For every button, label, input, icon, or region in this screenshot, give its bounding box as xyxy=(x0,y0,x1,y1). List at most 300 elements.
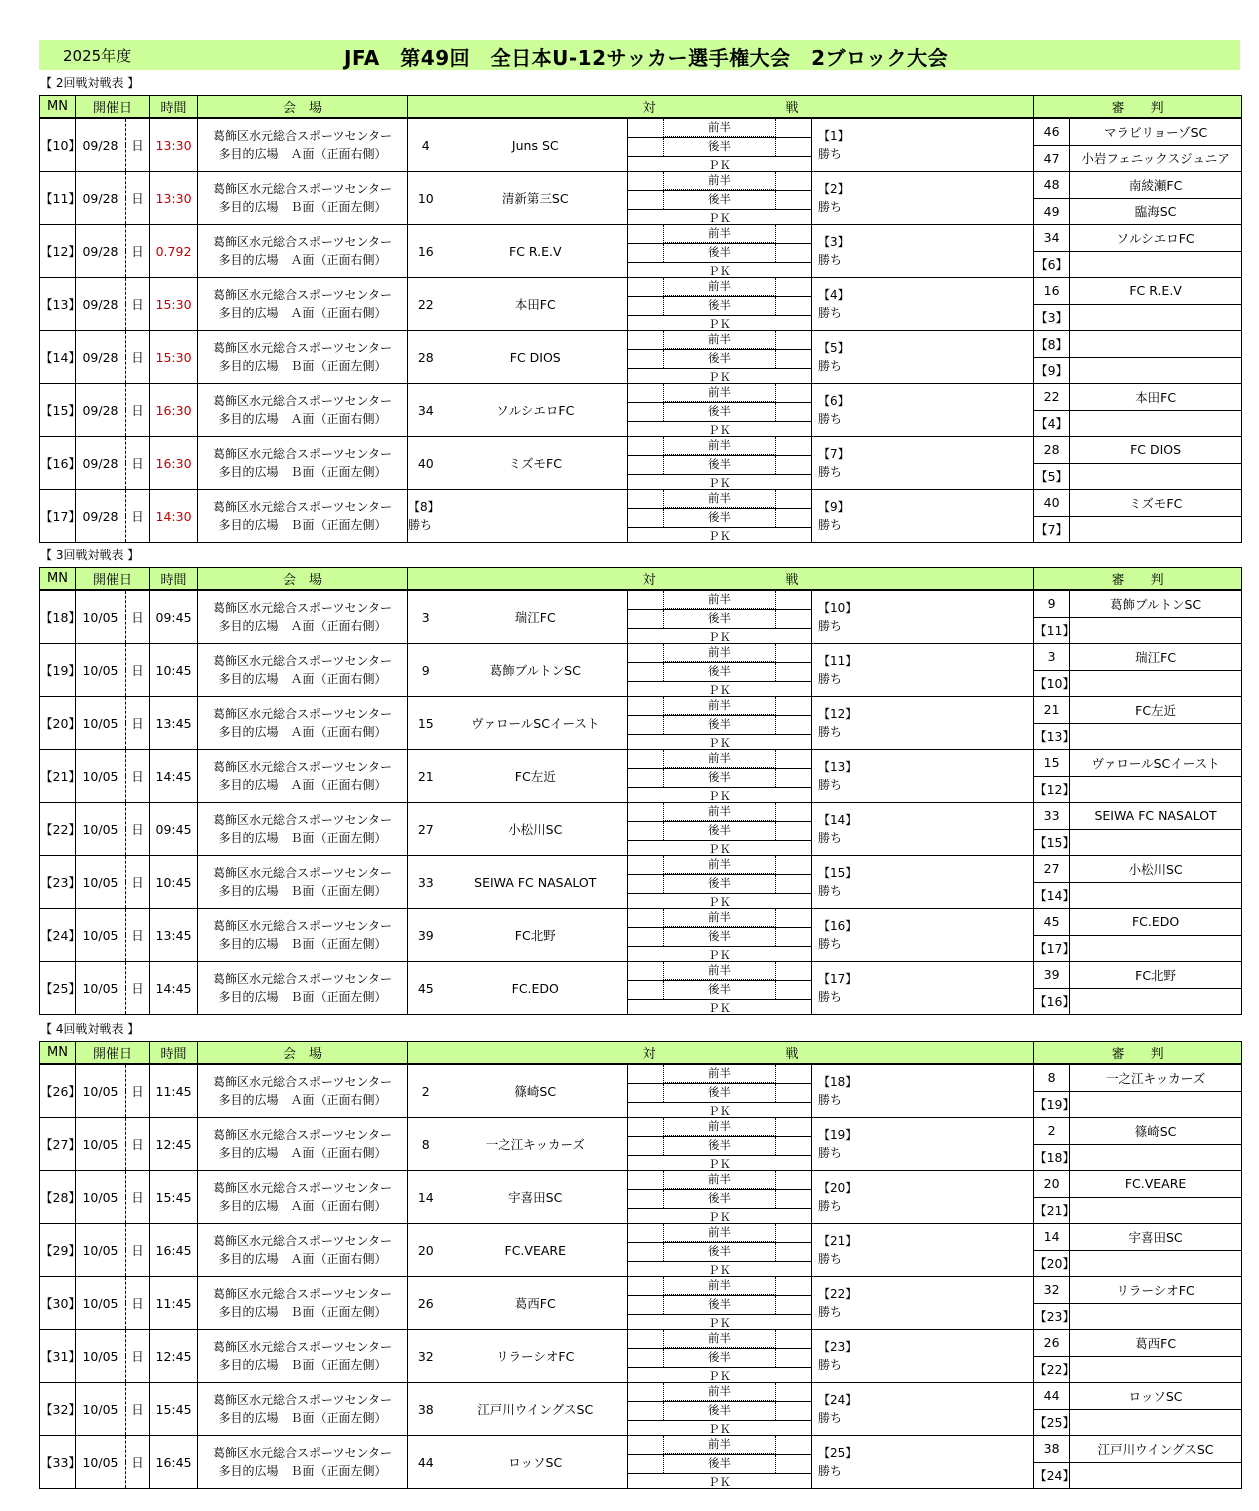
score-box xyxy=(628,909,812,962)
home-team-name: 瑞江FC xyxy=(444,590,628,644)
second-half-label: 後半 xyxy=(663,875,776,893)
table-row xyxy=(40,803,1242,830)
match-date: 09/28 xyxy=(76,384,126,437)
match-time: 13:45 xyxy=(150,697,198,750)
match-number: 【10】 xyxy=(40,118,76,172)
second-half-label: 後半 xyxy=(663,509,776,527)
home-team-name: 一之江キッカーズ xyxy=(444,1118,628,1171)
score-box xyxy=(628,697,812,750)
referee1-number: 44 xyxy=(1034,1383,1070,1410)
referee1-team: FC北野 xyxy=(1070,962,1242,989)
score-box xyxy=(628,172,812,225)
away-team-name xyxy=(848,384,1034,437)
match-date: 10/05 xyxy=(76,1118,126,1171)
pk-label: ＰＫ xyxy=(708,1210,732,1224)
match-time: 15:30 xyxy=(150,331,198,384)
home-team-number: 21 xyxy=(408,750,444,803)
home-team-name: FC北野 xyxy=(444,909,628,962)
referee2-number: 【16】 xyxy=(1034,988,1070,1015)
venue-name: 葛飾区水元総合スポーツセンター xyxy=(212,813,393,827)
away-bracket-cell xyxy=(812,644,858,697)
referee2-number: 【14】 xyxy=(1034,882,1070,909)
match-weekday: 日 xyxy=(126,590,150,644)
venue-name: 葛飾区水元総合スポーツセンター xyxy=(212,760,393,774)
referee1-number: 15 xyxy=(1034,750,1070,777)
match-date: 09/28 xyxy=(76,172,126,225)
home-team-name: 小松川SC xyxy=(444,803,628,856)
referee1-number: 8 xyxy=(1034,1064,1070,1091)
referee1-number: 33 xyxy=(1034,803,1070,830)
venue-cell xyxy=(198,331,408,384)
home-team-number: 20 xyxy=(408,1224,444,1277)
venue-field: 多目的広場 Ｂ面（正面左側） xyxy=(218,465,387,479)
venue-cell xyxy=(198,1171,408,1224)
table-row xyxy=(40,697,1242,724)
venue-field: 多目的広場 Ａ面（正面右側） xyxy=(218,778,387,792)
match-time: 09:45 xyxy=(150,803,198,856)
home-team-name: ロッソSC xyxy=(444,1436,628,1489)
match-weekday: 日 xyxy=(126,1224,150,1277)
away-win-label: 勝ち xyxy=(818,359,843,373)
match-date: 09/28 xyxy=(76,118,126,172)
first-half-label: 前半 xyxy=(663,1224,776,1242)
second-half-label: 後半 xyxy=(663,769,776,787)
match-number: 【30】 xyxy=(40,1277,76,1330)
away-team-name xyxy=(848,909,1034,962)
first-half-label: 前半 xyxy=(663,1065,776,1083)
referee2-team xyxy=(1070,617,1242,644)
venue-cell xyxy=(198,750,408,803)
referee2-team xyxy=(1070,304,1242,331)
home-team-number: 16 xyxy=(408,225,444,278)
second-half-label: 後半 xyxy=(663,1084,776,1102)
first-half-label: 前半 xyxy=(663,172,776,190)
away-bracket-ref: 【23】 xyxy=(818,1340,858,1354)
away-bracket-cell xyxy=(812,1224,858,1277)
match-date: 10/05 xyxy=(76,909,126,962)
pk-label: ＰＫ xyxy=(708,423,732,437)
score-box xyxy=(628,1171,812,1224)
away-team-name xyxy=(848,118,1034,172)
table-row xyxy=(40,644,1242,671)
venue-field: 多目的広場 Ａ面（正面右側） xyxy=(218,672,387,686)
away-bracket-ref: 【12】 xyxy=(818,707,858,721)
venue-cell xyxy=(198,856,408,909)
referee2-team xyxy=(1070,776,1242,803)
header-time: 時間 xyxy=(150,1042,198,1065)
referee1-number: 16 xyxy=(1034,278,1070,305)
away-bracket-cell xyxy=(812,278,848,331)
referee1-team: 瑞江FC xyxy=(1070,644,1242,671)
home-team-name: ソルシエロFC xyxy=(444,384,628,437)
first-half-label: 前半 xyxy=(663,1436,776,1454)
first-half-label: 前半 xyxy=(663,1383,776,1401)
away-bracket-ref: 【24】 xyxy=(818,1393,858,1407)
referee1-number: 48 xyxy=(1034,172,1070,199)
away-bracket-ref: 【9】 xyxy=(818,500,850,514)
referee1-team: 南綾瀬FC xyxy=(1070,172,1242,199)
referee1-team: FC DIOS xyxy=(1070,437,1242,464)
home-team-name: 清新第三SC xyxy=(444,172,628,225)
away-bracket-cell xyxy=(812,384,848,437)
away-team-name xyxy=(848,225,1034,278)
venue-field: 多目的広場 Ｂ面（正面左側） xyxy=(218,937,387,951)
referee1-number: 【8】 xyxy=(1034,331,1070,358)
second-half-label: 後半 xyxy=(663,716,776,734)
referee2-number: 【7】 xyxy=(1034,516,1070,543)
match-time: 12:45 xyxy=(150,1330,198,1383)
referee1-team: ヴァロールSCイースト xyxy=(1070,750,1242,777)
venue-field: 多目的広場 Ｂ面（正面左側） xyxy=(218,359,387,373)
away-win-label: 勝ち xyxy=(818,1358,843,1372)
referee1-team: FC R.E.V xyxy=(1070,278,1242,305)
away-win-label: 勝ち xyxy=(818,990,843,1004)
away-team-name xyxy=(848,331,1034,384)
venue-cell xyxy=(198,803,408,856)
table-row xyxy=(40,962,1242,989)
venue-name: 葛飾区水元総合スポーツセンター xyxy=(212,288,393,302)
referee1-number: 38 xyxy=(1034,1436,1070,1463)
table-row xyxy=(40,1436,1242,1463)
home-team-name: 篠崎SC xyxy=(444,1064,628,1118)
away-bracket-ref: 【13】 xyxy=(818,760,858,774)
header-mn: MN xyxy=(40,568,76,591)
first-half-label: 前半 xyxy=(663,225,776,243)
match-number: 【31】 xyxy=(40,1330,76,1383)
venue-name: 葛飾区水元総合スポーツセンター xyxy=(212,654,393,668)
table-row xyxy=(40,118,1242,145)
match-date: 09/28 xyxy=(76,278,126,331)
referee2-team xyxy=(1070,935,1242,962)
table-row xyxy=(40,1171,1242,1198)
venue-field: 多目的広場 Ｂ面（正面左側） xyxy=(218,1411,387,1425)
header-referee: 審 判 xyxy=(1034,568,1242,591)
match-number: 【16】 xyxy=(40,437,76,490)
away-bracket-ref: 【19】 xyxy=(818,1128,858,1142)
away-team-name xyxy=(848,1436,1034,1489)
pk-label: ＰＫ xyxy=(708,476,732,490)
away-bracket-ref: 【3】 xyxy=(818,235,850,249)
away-bracket-cell xyxy=(812,909,858,962)
match-number: 【13】 xyxy=(40,278,76,331)
away-bracket-cell xyxy=(812,118,848,172)
away-bracket-cell xyxy=(812,490,848,543)
match-number: 【29】 xyxy=(40,1224,76,1277)
referee2-team xyxy=(1070,882,1242,909)
venue-cell xyxy=(198,644,408,697)
away-team-name xyxy=(848,590,1034,644)
venue-cell xyxy=(198,437,408,490)
home-team-name: FC DIOS xyxy=(444,331,628,384)
home-team-number: 26 xyxy=(408,1277,444,1330)
away-bracket-cell xyxy=(812,437,848,490)
score-box xyxy=(628,1118,812,1171)
score-box xyxy=(628,1064,812,1118)
header-date: 開催日 xyxy=(76,568,150,591)
away-win-label: 勝ち xyxy=(818,412,843,426)
second-half-label: 後半 xyxy=(663,1349,776,1367)
match-time: 12:45 xyxy=(150,1118,198,1171)
referee1-number: 21 xyxy=(1034,697,1070,724)
pk-label: ＰＫ xyxy=(708,1316,732,1330)
match-date: 10/05 xyxy=(76,803,126,856)
match-date: 10/05 xyxy=(76,856,126,909)
second-half-label: 後半 xyxy=(663,663,776,681)
venue-field: 多目的広場 Ａ面（正面右側） xyxy=(218,1093,387,1107)
venue-name: 葛飾区水元総合スポーツセンター xyxy=(212,1234,393,1248)
match-time: 16:30 xyxy=(150,384,198,437)
match-date: 10/05 xyxy=(76,750,126,803)
pk-label: ＰＫ xyxy=(708,317,732,331)
match-date: 09/28 xyxy=(76,490,126,543)
table-row xyxy=(40,750,1242,777)
pk-label: ＰＫ xyxy=(708,1475,732,1489)
referee1-number: 22 xyxy=(1034,384,1070,411)
referee1-team: 本田FC xyxy=(1070,384,1242,411)
pk-label: ＰＫ xyxy=(708,842,732,856)
venue-field: 多目的広場 Ｂ面（正面左側） xyxy=(218,1358,387,1372)
referee1-team: ソルシエロFC xyxy=(1070,225,1242,252)
schedule-table xyxy=(39,1041,1242,1489)
match-number: 【23】 xyxy=(40,856,76,909)
home-team-name: FC R.E.V xyxy=(444,225,628,278)
referee2-number: 【17】 xyxy=(1034,935,1070,962)
away-team-name xyxy=(848,172,1034,225)
referee1-number: 2 xyxy=(1034,1118,1070,1145)
away-win-label: 勝ち xyxy=(818,937,843,951)
match-weekday: 日 xyxy=(126,384,150,437)
venue-name: 葛飾区水元総合スポーツセンター xyxy=(212,235,393,249)
venue-name: 葛飾区水元総合スポーツセンター xyxy=(212,866,393,880)
header-date: 開催日 xyxy=(76,96,150,119)
referee1-number: 34 xyxy=(1034,225,1070,252)
second-half-label: 後半 xyxy=(663,244,776,262)
first-half-label: 前半 xyxy=(663,384,776,402)
home-bracket-ref: 【8】 xyxy=(408,500,440,514)
referee1-team: SEIWA FC NASALOT xyxy=(1070,803,1242,830)
match-weekday: 日 xyxy=(126,490,150,543)
referee1-number: 32 xyxy=(1034,1277,1070,1304)
away-team-name xyxy=(848,437,1034,490)
first-half-label: 前半 xyxy=(663,962,776,980)
referee1-team: ミズモFC xyxy=(1070,490,1242,517)
match-time: 10:45 xyxy=(150,644,198,697)
match-time: 13:30 xyxy=(150,118,198,172)
referee2-team xyxy=(1070,988,1242,1015)
match-time: 13:30 xyxy=(150,172,198,225)
home-bracket-cell xyxy=(408,490,444,543)
match-date: 09/28 xyxy=(76,437,126,490)
score-box xyxy=(628,590,812,644)
match-number: 【27】 xyxy=(40,1118,76,1171)
away-bracket-cell xyxy=(812,590,858,644)
header-referee: 審 判 xyxy=(1034,1042,1242,1065)
pk-label: ＰＫ xyxy=(708,948,732,962)
referee2-team xyxy=(1070,1197,1242,1224)
home-team-number: 15 xyxy=(408,697,444,750)
table-row xyxy=(40,1383,1242,1410)
venue-field: 多目的広場 Ａ面（正面右側） xyxy=(218,1199,387,1213)
header-date: 開催日 xyxy=(76,1042,150,1065)
table-row xyxy=(40,490,1242,517)
score-box xyxy=(628,331,812,384)
referee2-number: 【15】 xyxy=(1034,829,1070,856)
away-win-label: 勝ち xyxy=(818,518,843,532)
match-date: 10/05 xyxy=(76,1224,126,1277)
first-half-label: 前半 xyxy=(663,119,776,137)
score-box xyxy=(628,437,812,490)
referee2-team xyxy=(1070,1144,1242,1171)
venue-cell xyxy=(198,225,408,278)
match-number: 【21】 xyxy=(40,750,76,803)
home-team-number: 8 xyxy=(408,1118,444,1171)
pk-label: ＰＫ xyxy=(708,264,732,278)
match-weekday: 日 xyxy=(126,1171,150,1224)
score-box xyxy=(628,962,812,1015)
score-box xyxy=(628,644,812,697)
home-team-name: FC左近 xyxy=(444,750,628,803)
away-team-name xyxy=(848,1224,1034,1277)
venue-field: 多目的広場 Ａ面（正面右側） xyxy=(218,147,387,161)
match-weekday: 日 xyxy=(126,331,150,384)
venue-field: 多目的広場 Ａ面（正面右側） xyxy=(218,306,387,320)
match-time: 11:45 xyxy=(150,1277,198,1330)
match-weekday: 日 xyxy=(126,1277,150,1330)
referee1-number: 3 xyxy=(1034,644,1070,671)
second-half-label: 後半 xyxy=(663,403,776,421)
away-team-name xyxy=(848,1330,1034,1383)
first-half-label: 前半 xyxy=(663,1118,776,1136)
venue-cell xyxy=(198,1064,408,1118)
match-number: 【25】 xyxy=(40,962,76,1015)
home-team-name: リラーシオFC xyxy=(444,1330,628,1383)
pk-label: ＰＫ xyxy=(708,211,732,225)
away-bracket-cell xyxy=(812,1383,858,1436)
venue-name: 葛飾区水元総合スポーツセンター xyxy=(212,601,393,615)
referee1-team: FC左近 xyxy=(1070,697,1242,724)
header-venue: 会 場 xyxy=(198,568,408,591)
pk-label: ＰＫ xyxy=(708,529,732,543)
venue-cell xyxy=(198,590,408,644)
venue-cell xyxy=(198,490,408,543)
referee1-team: FC.VEARE xyxy=(1070,1171,1242,1198)
home-team-number: 33 xyxy=(408,856,444,909)
referee2-team xyxy=(1070,357,1242,384)
away-team-name xyxy=(848,1383,1034,1436)
home-team-number: 39 xyxy=(408,909,444,962)
score-box xyxy=(628,1330,812,1383)
match-date: 10/05 xyxy=(76,962,126,1015)
home-team-number: 45 xyxy=(408,962,444,1015)
first-half-label: 前半 xyxy=(663,856,776,874)
table-row xyxy=(40,225,1242,252)
venue-name: 葛飾区水元総合スポーツセンター xyxy=(212,1393,393,1407)
away-bracket-ref: 【11】 xyxy=(818,654,858,668)
table-row xyxy=(40,590,1242,617)
score-box xyxy=(628,1383,812,1436)
first-half-label: 前半 xyxy=(663,1277,776,1295)
away-win-label: 勝ち xyxy=(818,619,843,633)
referee1-number: 45 xyxy=(1034,909,1070,936)
header-mn: MN xyxy=(40,1042,76,1065)
venue-field: 多目的広場 Ａ面（正面右側） xyxy=(218,1146,387,1160)
match-weekday: 日 xyxy=(126,962,150,1015)
away-bracket-ref: 【10】 xyxy=(818,601,858,615)
venue-name: 葛飾区水元総合スポーツセンター xyxy=(212,972,393,986)
header-match: 対 戦 xyxy=(408,1042,1034,1065)
second-half-label: 後半 xyxy=(663,981,776,999)
table-header xyxy=(40,1042,1242,1065)
away-win-label: 勝ち xyxy=(818,884,843,898)
referee2-number: 【18】 xyxy=(1034,1144,1070,1171)
match-time: 11:45 xyxy=(150,1064,198,1118)
match-weekday: 日 xyxy=(126,750,150,803)
home-team-number: 3 xyxy=(408,590,444,644)
home-team-number: 38 xyxy=(408,1383,444,1436)
venue-field: 多目的広場 Ａ面（正面右側） xyxy=(218,412,387,426)
venue-cell xyxy=(198,909,408,962)
match-weekday: 日 xyxy=(126,437,150,490)
referee1-number: 40 xyxy=(1034,490,1070,517)
away-team-name xyxy=(848,856,1034,909)
referee1-number: 20 xyxy=(1034,1171,1070,1198)
referee1-team: 篠崎SC xyxy=(1070,1118,1242,1145)
match-number: 【28】 xyxy=(40,1171,76,1224)
home-team-number: 44 xyxy=(408,1436,444,1489)
second-half-label: 後半 xyxy=(663,297,776,315)
match-number: 【22】 xyxy=(40,803,76,856)
away-win-label: 勝ち xyxy=(818,725,843,739)
away-team-name xyxy=(848,644,1034,697)
table-row xyxy=(40,437,1242,464)
venue-name: 葛飾区水元総合スポーツセンター xyxy=(212,500,393,514)
away-win-label: 勝ち xyxy=(818,1411,843,1425)
first-half-label: 前半 xyxy=(663,1330,776,1348)
referee1-team xyxy=(1070,331,1242,358)
home-team-number: 28 xyxy=(408,331,444,384)
away-team-name xyxy=(848,803,1034,856)
table-row xyxy=(40,384,1242,411)
score-box xyxy=(628,803,812,856)
away-win-label: 勝ち xyxy=(818,200,843,214)
home-team-name: 本田FC xyxy=(444,278,628,331)
away-bracket-ref: 【2】 xyxy=(818,182,850,196)
score-box xyxy=(628,856,812,909)
venue-name: 葛飾区水元総合スポーツセンター xyxy=(212,707,393,721)
first-half-label: 前半 xyxy=(663,437,776,455)
first-half-label: 前半 xyxy=(663,697,776,715)
referee2-team xyxy=(1070,1091,1242,1118)
match-weekday: 日 xyxy=(126,225,150,278)
home-win-label: 勝ち xyxy=(408,518,433,532)
score-box xyxy=(628,1436,812,1489)
match-time: 16:30 xyxy=(150,437,198,490)
match-number: 【20】 xyxy=(40,697,76,750)
away-bracket-ref: 【22】 xyxy=(818,1287,858,1301)
score-box xyxy=(628,278,812,331)
away-bracket-cell xyxy=(812,1118,858,1171)
second-half-label: 後半 xyxy=(663,822,776,840)
header-time: 時間 xyxy=(150,96,198,119)
referee2-number: 【23】 xyxy=(1034,1303,1070,1330)
pk-label: ＰＫ xyxy=(708,1104,732,1118)
match-date: 10/05 xyxy=(76,1383,126,1436)
away-win-label: 勝ち xyxy=(818,672,843,686)
away-team-name xyxy=(848,1118,1034,1171)
match-number: 【11】 xyxy=(40,172,76,225)
first-half-label: 前半 xyxy=(663,644,776,662)
home-team-number: 22 xyxy=(408,278,444,331)
